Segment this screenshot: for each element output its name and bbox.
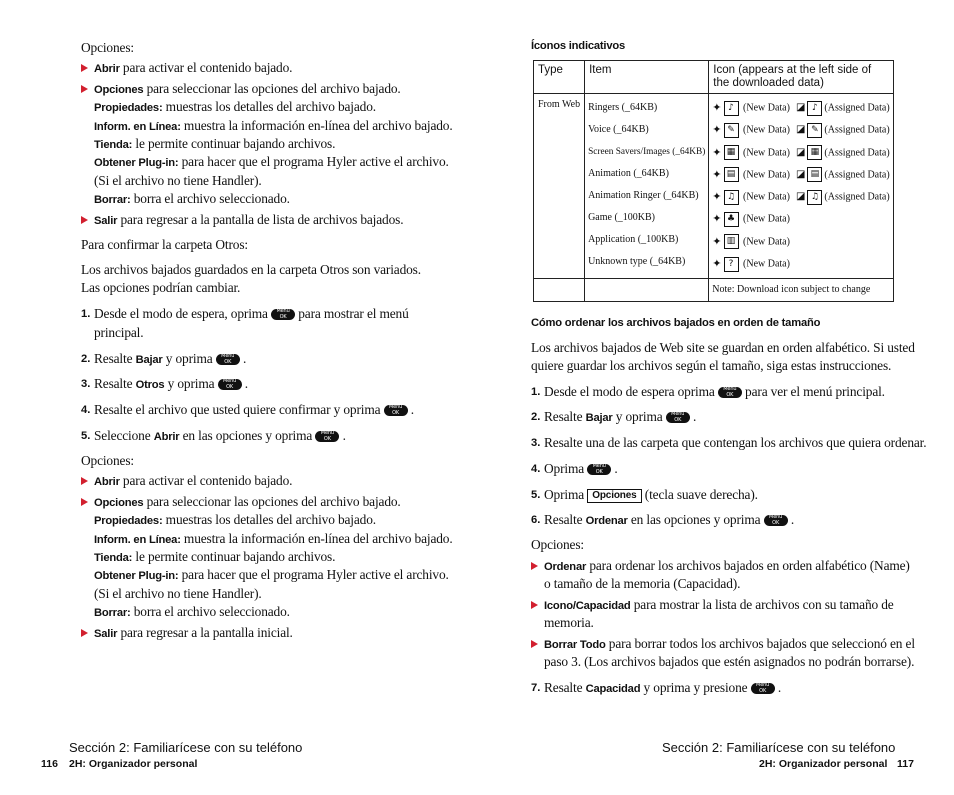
paragraph-line: Los archivos bajados guardados en la carpeta Otros son variados. [81,262,421,277]
application-icon: ▥ [724,234,739,249]
icon-cell [709,94,893,279]
column-header: Icon (appears at the left side of the downloaded data) [709,61,893,94]
option-ordenar: Ordenar para ordenar los archivos bajados en orden alfabético (Name) [544,558,910,573]
step-number: 4. [81,404,91,416]
footer-section: Sección 2: Familiarícese con su teléfono [69,740,303,755]
option-opciones: Opciones para seleccionar las opciones del archivo bajado. [94,81,401,96]
step-number: 4. [531,463,541,475]
image-icon: ▦ [807,145,822,160]
icon-row: ✦ ♣ (New Data) [712,212,790,226]
download-arrow-icon: ✦ [712,257,722,271]
suboption-inform: Inform. en Línea: muestra la información en-línea del archivo bajado. [94,531,453,546]
step-number: 2. [531,411,541,423]
step-number: 6. [531,514,541,526]
option-ordenar-cont: o tamaño de la memoria (Capacidad). [544,576,741,591]
table-header-row [534,61,894,94]
icon-row: ✦ ▥ (New Data) [712,234,790,248]
option-abrir: Abrir para activar el contenido bajado. [94,473,293,488]
menu-ok-key-icon: Menu OK [718,387,742,398]
note-cell [709,279,893,302]
icon-row: ✦ ▤ (New Data) ◪ ▤ (Assigned Data) [712,167,890,181]
menu-ok-key-icon: Menu OK [764,515,788,526]
paragraph-line: quiere guardar los archivos según el tamaño, siga estas instrucciones. [531,358,892,373]
option-opciones: Opciones para seleccionar las opciones del archivo bajado. [94,494,401,509]
suboption-inform: Inform. en Línea: muestra la información en-línea del archivo bajado. [94,118,453,133]
bullet-icon [531,640,538,648]
menu-ok-key-icon: Menu OK [587,464,611,475]
suboption-obtener: Obtener Plug-in: para hacer que el programa Hyler active el archivo. [94,567,449,582]
step-4: Resalte el archivo que usted quiere confirmar y oprima Menu OK . [94,402,414,417]
suboption-tienda: Tienda: le permite continuar bajando archivos. [94,136,336,151]
assigned-marker-icon: ◪ [795,191,806,203]
footer-page-number: 116 [41,758,58,770]
step-number: 2. [81,353,91,365]
animation-icon: ▤ [724,167,739,182]
paragraph-line: Los archivos bajados de Web site se guardan en orden alfabético. Si usted [531,340,915,355]
icons-table [533,60,894,302]
download-arrow-icon: ✦ [712,212,722,226]
note-icon: ♪ [724,101,739,116]
step-3: Resalte una de las carpeta que contengan los archivos que quiera ordenar. [544,435,927,450]
step-number: 7. [531,682,541,694]
item-label: Unknown type (_64KB) [588,256,686,267]
icon-row: ✦ ? (New Data) [712,257,790,271]
bullet-icon [81,216,88,224]
icons-heading: Íconos indicativos [531,40,626,52]
column-header: Item [585,61,709,94]
footer-section: Sección 2: Familiarícese con su teléfono [662,740,896,755]
menu-ok-key-icon: Menu OK [271,309,295,320]
image-icon: ▦ [724,145,739,160]
bullet-icon [531,601,538,609]
suboption-tienda: Tienda: le permite continuar bajando archivos. [94,549,336,564]
download-arrow-icon: ✦ [712,190,722,204]
options-title: Opciones: [81,453,134,468]
animation-ringer-icon: ♫ [807,190,822,205]
step-1-cont: principal. [94,325,144,340]
item-label: Animation (_64KB) [588,168,669,179]
menu-ok-key-icon: Menu OK [666,412,690,423]
option-salir: Salir para regresar a la pantalla de lista de archivos bajados. [94,212,404,227]
step-4: Oprima Menu OK . [544,461,618,476]
item-label: Voice (_64KB) [588,124,649,135]
option-borrar-todo: Borrar Todo para borrar todos los archivos bajados que seleccionó en el [544,636,915,651]
item-cell [585,94,709,279]
footer-page-number: 117 [897,758,914,770]
paragraph-line: Las opciones podrían cambiar. [81,280,241,295]
download-arrow-icon: ✦ [712,145,722,159]
pen-icon: ✎ [807,123,822,138]
step-3: Resalte Otros y oprima Menu OK . [94,376,248,391]
assigned-marker-icon: ◪ [795,146,806,158]
step-5: Seleccione Abrir en las opciones y oprima Menu OK . [94,428,346,443]
suboption-obtener-note: (Si el archivo no tiene Handler). [94,586,262,601]
menu-ok-key-icon: Menu OK [218,379,242,390]
option-icono-cont: memoria. [544,615,594,630]
option-borrar-todo-cont: paso 3. (Los archivos bajados que estén asignados no podrán borrarse). [544,654,915,669]
bullet-icon [81,498,88,506]
item-label: Ringers (_64KB) [588,102,658,113]
step-number: 3. [531,437,541,449]
step-6: Resalte Ordenar en las opciones y oprima Menu OK . [544,512,795,527]
footer-chapter: 2H: Organizador personal [759,758,888,770]
step-2: Resalte Bajar y oprima Menu OK . [94,351,247,366]
footer-chapter: 2H: Organizador personal [69,758,198,770]
assigned-marker-icon: ◪ [795,168,806,180]
step-1: Desde el modo de espera, oprima Menu OK para mostrar el menú [94,306,409,321]
type-label: From Web [538,99,581,110]
options-title: Opciones: [81,40,134,55]
step-number: 5. [531,489,541,501]
item-label: Game (_100KB) [588,212,656,223]
menu-ok-key-icon: Menu OK [315,431,339,442]
item-label: Animation Ringer (_64KB) [588,190,699,201]
table-note: Note: Download icon subject to change [712,284,871,296]
suboption-obtener-note: (Si el archivo no tiene Handler). [94,173,262,188]
confirm-heading: Para confirmar la carpeta Otros: [81,237,248,252]
assigned-marker-icon: ◪ [795,102,806,113]
menu-ok-key-icon: Menu OK [384,405,408,416]
menu-ok-key-icon: Menu OK [751,683,775,694]
bullet-icon [81,477,88,485]
bullet-icon [531,562,538,570]
right-page [477,0,954,795]
options-title: Opciones: [531,537,584,552]
suboption-obtener: Obtener Plug-in: para hacer que el programa Hyler active el archivo. [94,154,449,169]
step-number: 1. [531,386,541,398]
download-arrow-icon: ✦ [712,123,722,137]
suboption-borrar: Borrar: borra el archivo seleccionado. [94,191,290,206]
download-arrow-icon: ✦ [712,167,722,181]
table-note-row [534,279,894,302]
step-number: 3. [81,378,91,390]
bullet-icon [81,64,88,72]
note-icon: ♪ [807,101,822,116]
icon-row: ✦ ♫ (New Data) ◪ ♫ (Assigned Data) [712,190,890,204]
type-cell [534,94,585,279]
step-1: Desde el modo de espera oprima Menu OK para ver el menú principal. [544,384,885,399]
option-salir: Salir para regresar a la pantalla inicial. [94,625,293,640]
menu-ok-key-icon: Menu OK [216,354,240,365]
suboption-propiedades: Propiedades: muestras los detalles del archivo bajado. [94,512,376,527]
step-7: Resalte Capacidad y oprima y presione Menu OK . [544,680,782,695]
opciones-softkey-label: Opciones [587,489,641,503]
animation-ringer-icon: ♫ [724,190,739,205]
bullet-icon [81,85,88,93]
bullet-icon [81,629,88,637]
option-icono-capacidad: Icono/Capacidad para mostrar la lista de archivos con su tamaño de [544,597,894,612]
download-arrow-icon: ✦ [712,234,722,248]
unknown-icon: ? [724,257,739,272]
suboption-borrar: Borrar: borra el archivo seleccionado. [94,604,290,619]
step-2: Resalte Bajar y oprima Menu OK . [544,409,697,424]
game-icon: ♣ [724,212,739,227]
step-number: 1. [81,308,91,320]
download-arrow-icon: ✦ [712,101,722,114]
item-label: Screen Savers/Images (_64KB) [588,147,706,157]
sort-heading: Cómo ordenar los archivos bajados en orden de tamaño [531,317,821,329]
animation-icon: ▤ [807,167,822,182]
icon-row: ✦ ✎ (New Data) ◪ ✎ (Assigned Data) [712,123,890,137]
step-5: Oprima Opciones (tecla suave derecha). [544,487,758,502]
item-label: Application (_100KB) [588,234,679,245]
icon-row: ✦ ♪ (New Data) ◪ ♪ (Assigned Data) [712,101,890,114]
suboption-propiedades: Propiedades: muestras los detalles del archivo bajado. [94,99,376,114]
table-row [534,94,894,279]
step-number: 5. [81,430,91,442]
column-header: Type [534,61,585,94]
pen-icon: ✎ [724,123,739,138]
option-abrir: Abrir para activar el contenido bajado. [94,60,293,75]
icon-row: ✦ ▦ (New Data) ◪ ▦ (Assigned Data) [712,145,890,159]
assigned-marker-icon: ◪ [795,124,806,136]
